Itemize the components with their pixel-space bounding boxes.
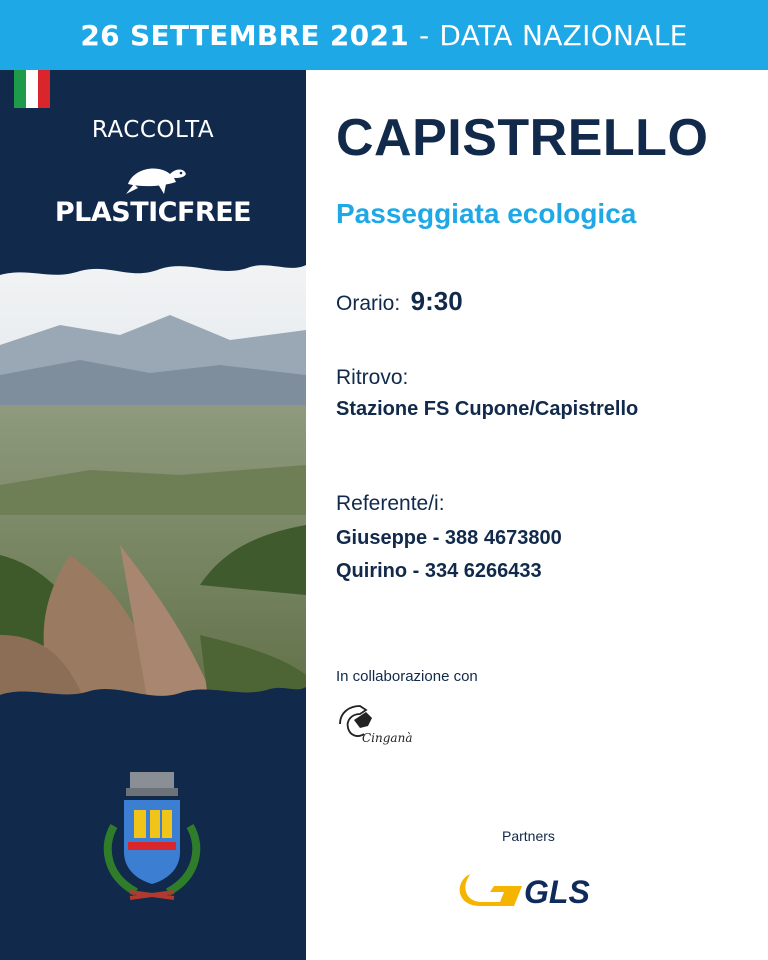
raccolta-label: RACCOLTA [91, 117, 215, 143]
svg-text:GLS: GLS [524, 874, 590, 910]
date-banner [0, 0, 768, 70]
event-subtitle: Passeggiata ecologica [336, 198, 637, 229]
referenti-label: Referente/i: [336, 492, 445, 515]
referente-item: Giuseppe - 388 4673800 [336, 527, 562, 549]
event-info-panel [306, 70, 768, 960]
ritrovo-label: Ritrovo: [336, 366, 409, 389]
left-panel [0, 70, 306, 960]
referente-item: Quirino - 334 6266433 [336, 560, 542, 582]
banner-label: DATA NAZIONALE [439, 18, 688, 52]
orario-value: 9:30 [410, 286, 463, 316]
plasticfree-logo-text: PLASTICFREE [54, 197, 252, 228]
orario-row [336, 286, 463, 317]
cinghiale-logo [336, 702, 413, 746]
partners-label: Partners [502, 828, 555, 844]
collaboration-label: In collaborazione con [336, 668, 478, 685]
ritrovo-value: Stazione FS Cupone/Capistrello [336, 398, 639, 420]
orario-label: Orario: [336, 292, 401, 315]
banner-date: 26 SETTEMBRE 2021 [80, 18, 410, 52]
town-crest-icon [96, 766, 208, 906]
banner-separator: - [419, 18, 430, 52]
svg-text:Cinganà: Cinganà [362, 731, 413, 745]
gls-logo [460, 870, 602, 910]
town-title: CAPISTRELLO [336, 109, 709, 167]
town-landscape-photo [0, 255, 306, 715]
italy-flag-icon [14, 70, 50, 108]
turtle-icon [124, 158, 188, 198]
